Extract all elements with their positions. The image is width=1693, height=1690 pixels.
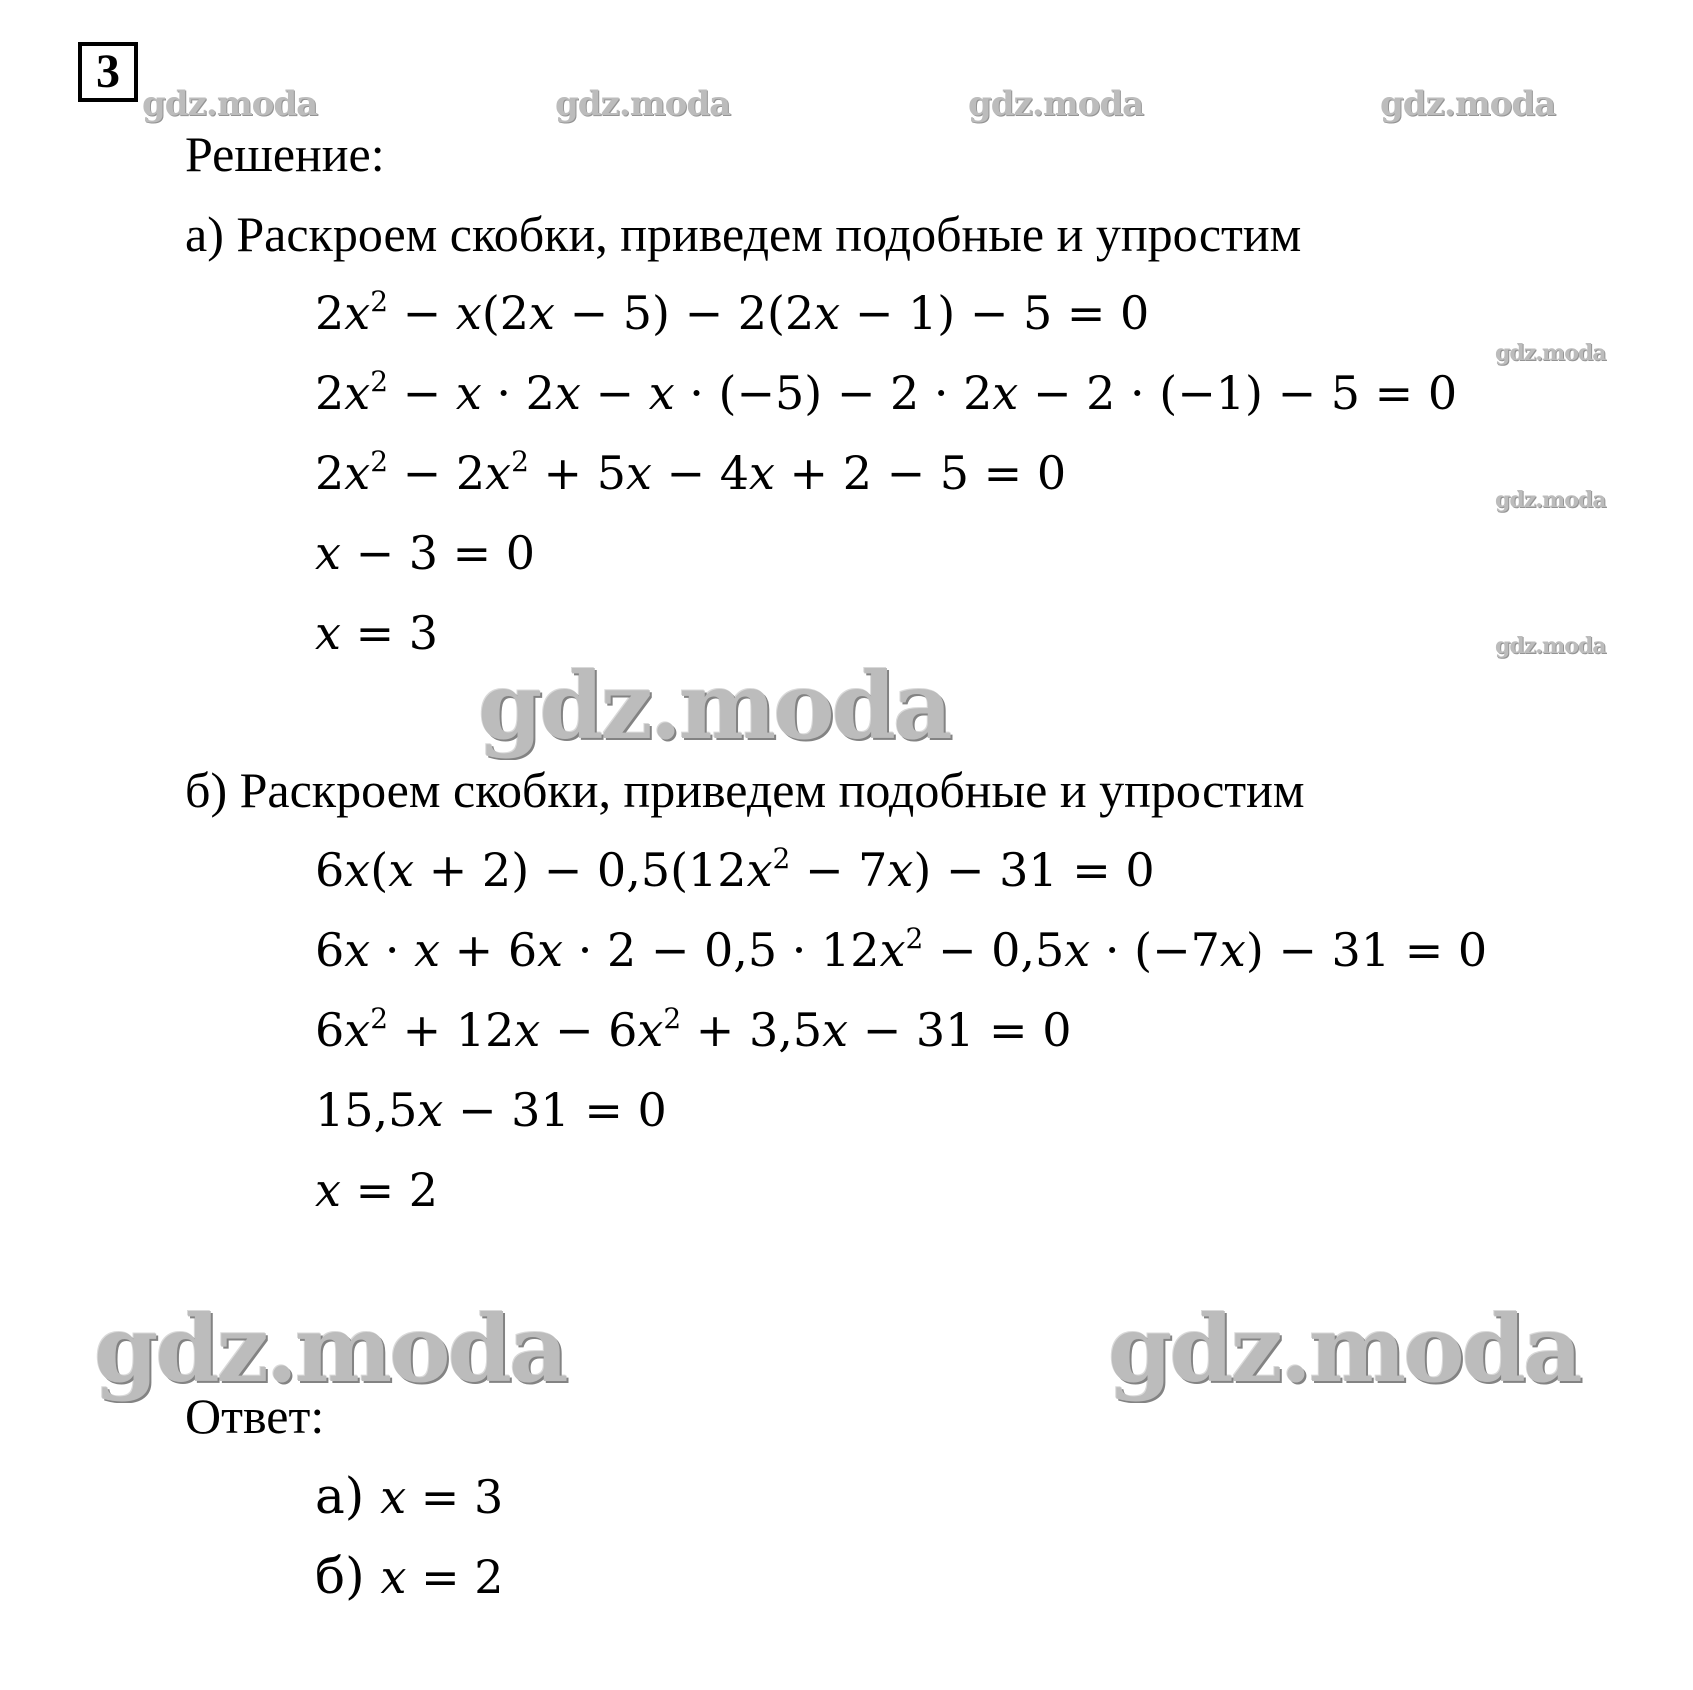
watermark: gdz.moda [1495, 487, 1606, 513]
part-b-line-2: $6x \cdot x + 6x \cdot 2 - 0,5 \cdot 12x^2 - 0,5x \cdot (-7x) - 31 = 0$ [315, 922, 1488, 977]
part-b-line-1: $6x(x + 2) - 0,5(12x^2 - 7x) - 31 = 0$ [315, 842, 1155, 897]
part-a-line-3: $2x^2 - 2x^2 + 5x - 4x + 2 - 5 = 0$ [315, 445, 1067, 500]
part-a-line-1: $2x^2 - x(2x - 5) - 2(2x - 1) - 5 = 0$ [315, 285, 1150, 340]
part-a-heading: а) Раскроем скобки, приведем подобные и упростим [185, 206, 1302, 262]
watermark-large: gdz.moda [478, 652, 950, 760]
watermark: gdz.moda [142, 84, 318, 124]
part-a-line-4: x − 3 = 0 [315, 526, 536, 580]
problem-number: 3 [78, 42, 138, 102]
answer-heading: Ответ: [185, 1388, 325, 1444]
part-b-line-5: x = 2 [315, 1163, 439, 1217]
answer-b: б) x = 2 [315, 1547, 504, 1605]
part-a-line-5: x = 3 [315, 606, 439, 660]
watermark: gdz.moda [1495, 633, 1606, 659]
part-b-line-4: 15,5x − 31 = 0 [315, 1083, 667, 1137]
part-b-heading: б) Раскроем скобки, приведем подобные и упростим [185, 762, 1305, 818]
part-b-line-3: $6x^2 + 12x - 6x^2 + 3,5x - 31 = 0$ [315, 1002, 1072, 1057]
part-a-line-2: $2x^2 - x \cdot 2x - x \cdot (-5) - 2 \cdot 2x - 2 \cdot (-1) - 5 = 0$ [315, 365, 1458, 420]
watermark-large: gdz.moda [1108, 1295, 1580, 1403]
watermark: gdz.moda [555, 84, 731, 124]
watermark: gdz.moda [1495, 340, 1606, 366]
watermark-large: gdz.moda [94, 1295, 566, 1403]
watermark: gdz.moda [968, 84, 1144, 124]
solution-heading: Решение: [185, 126, 385, 182]
watermark: gdz.moda [1380, 84, 1556, 124]
answer-a: а) x = 3 [315, 1467, 504, 1525]
